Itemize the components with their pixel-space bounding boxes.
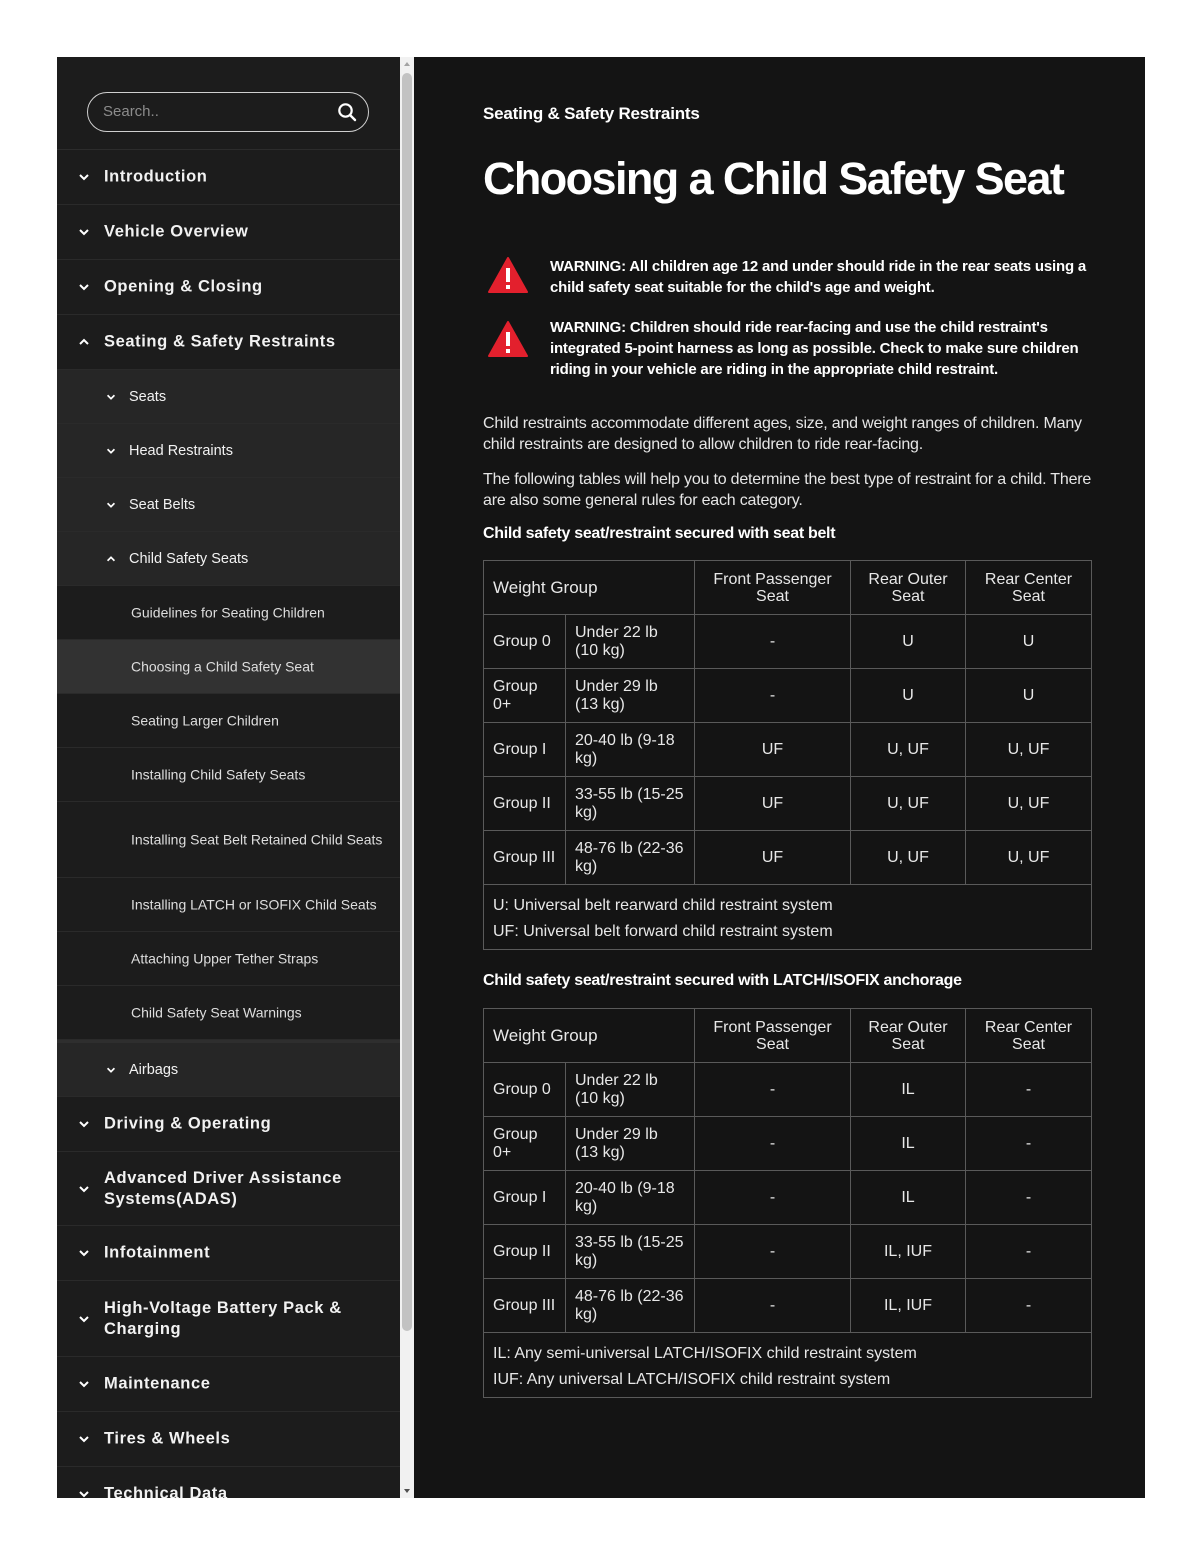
sidebar-item-label: Technical Data [104, 1484, 228, 1498]
sidebar-item-installing-latch[interactable] [57, 878, 400, 932]
sidebar-item-label: Attaching Upper Tether Straps [131, 950, 319, 966]
cell-front: UF [695, 831, 851, 885]
chevron-down-icon [77, 280, 91, 294]
sidebar-item-guidelines[interactable] [57, 586, 400, 640]
cell-front: - [695, 669, 851, 723]
legend-line: IUF: Any universal LATCH/ISOFIX child restraint system [493, 1371, 891, 1388]
table-header-row [484, 561, 1092, 615]
table-row [484, 669, 1092, 723]
search-input[interactable] [103, 93, 323, 130]
table-row [484, 831, 1092, 885]
legend-line: IL: Any semi-universal LATCH/ISOFIX child restraint system [493, 1345, 917, 1362]
sidebar-item-adas[interactable] [57, 1152, 400, 1226]
cell-front: UF [695, 723, 851, 777]
warning-text: WARNING: Children should ride rear-facing and use the child restraint's integrated 5-point harness as long as possible. Check to make sure children riding in your vehicle are riding in the appropriate child restraint. [550, 319, 1079, 378]
cell-front: - [695, 615, 851, 669]
sidebar-item-installing-belt-retained[interactable] [57, 802, 400, 878]
chevron-down-icon [77, 225, 91, 239]
sidebar-item-label: Driving & Operating [104, 1114, 272, 1133]
table-title: Child safety seat/restraint secured with seat belt [483, 525, 836, 542]
sidebar-item-label: Airbags [129, 1061, 179, 1078]
sidebar-item-label: Opening & Closing [104, 277, 263, 296]
sidebar-item-label: Installing Child Safety Seats [131, 766, 306, 782]
table-header-row [484, 1009, 1092, 1063]
warning-text: WARNING: All children age 12 and under should ride in the rear seats using a child safety seat suitable for the child's age and weight. [550, 258, 1087, 296]
chevron-down-icon [105, 445, 117, 457]
sidebar-item-vehicle-overview[interactable] [57, 205, 400, 260]
sidebar-item-label: Seating & Safety Restraints [104, 332, 336, 351]
cell-center: - [966, 1279, 1092, 1333]
header-rear-center: Rear Center Seat [966, 1009, 1092, 1063]
cell-center: - [966, 1225, 1092, 1279]
sidebar-item-battery-charging[interactable] [57, 1281, 400, 1357]
breadcrumb[interactable]: Seating & Safety Restraints [483, 104, 700, 123]
sidebar-item-label: Seats [129, 388, 167, 405]
chevron-up-icon [105, 553, 117, 565]
header-front-passenger: Front Passenger Seat [695, 1009, 851, 1063]
chevron-down-icon [105, 391, 117, 403]
cell-center: U [966, 669, 1092, 723]
sidebar-item-child-seat-warnings[interactable] [57, 986, 400, 1040]
sidebar [57, 57, 400, 1498]
sidebar-item-tires-wheels[interactable] [57, 1412, 400, 1467]
sidebar-item-label: Tires & Wheels [104, 1429, 231, 1448]
table-row [484, 777, 1092, 831]
cell-group: Group III [484, 1279, 566, 1333]
latch-isofix-restraint-table [483, 1008, 1092, 1398]
scroll-up-arrow-icon[interactable] [400, 57, 414, 71]
search-box [87, 92, 369, 132]
cell-weight: Under 29 lb (13 kg) [566, 1117, 695, 1171]
chevron-down-icon [77, 1377, 91, 1391]
cell-center: U, UF [966, 777, 1092, 831]
sidebar-item-seating-larger-children[interactable] [57, 694, 400, 748]
sidebar-item-infotainment[interactable] [57, 1226, 400, 1281]
sidebar-item-label: Maintenance [104, 1374, 211, 1393]
cell-group: Group 0+ [484, 1117, 566, 1171]
paragraph: Child restraints accommodate different ages, size, and weight ranges of children. Many child restraints are designed to allow children to ride rear-facing. [483, 415, 1082, 453]
table-legend-row [484, 885, 1092, 950]
sidebar-item-label: Advanced Driver Assistance Systems(ADAS) [104, 1168, 342, 1208]
table-title: Child safety seat/restraint secured with LATCH/ISOFIX anchorage [483, 972, 962, 989]
chevron-down-icon [105, 1064, 117, 1076]
cell-center: U [966, 615, 1092, 669]
table-legend [484, 1333, 1092, 1398]
cell-outer: U, UF [851, 777, 966, 831]
cell-front: - [695, 1117, 851, 1171]
cell-center: - [966, 1171, 1092, 1225]
sidebar-item-label: Installing LATCH or ISOFIX Child Seats [131, 896, 377, 912]
sidebar-item-maintenance[interactable] [57, 1357, 400, 1412]
sidebar-item-child-safety-seats[interactable] [57, 532, 400, 586]
warning-triangle-icon [487, 320, 529, 358]
cell-outer: U [851, 669, 966, 723]
cell-weight: 33-55 lb (15-25 kg) [566, 1225, 695, 1279]
sidebar-item-label: Vehicle Overview [104, 222, 249, 241]
sidebar-item-label: Head Restraints [129, 442, 233, 459]
cell-center: - [966, 1117, 1092, 1171]
table-row [484, 615, 1092, 669]
sidebar-item-driving-operating[interactable] [57, 1097, 400, 1152]
cell-front: UF [695, 777, 851, 831]
cell-weight: Under 29 lb (13 kg) [566, 669, 695, 723]
chevron-down-icon [77, 170, 91, 184]
sidebar-item-seating-safety[interactable] [57, 315, 400, 370]
cell-center: U, UF [966, 831, 1092, 885]
app-frame [57, 57, 1145, 1498]
header-front-passenger: Front Passenger Seat [695, 561, 851, 615]
cell-outer: IL, IUF [851, 1279, 966, 1333]
cell-front: - [695, 1063, 851, 1117]
sidebar-item-upper-tether[interactable] [57, 932, 400, 986]
sidebar-item-opening-closing[interactable] [57, 260, 400, 315]
chevron-down-icon [77, 1182, 91, 1196]
table-row [484, 1117, 1092, 1171]
sidebar-item-label: High-Voltage Battery Pack & Charging [104, 1298, 342, 1338]
cell-outer: U [851, 615, 966, 669]
cell-weight: 48-76 lb (22-36 kg) [566, 831, 695, 885]
cell-group: Group II [484, 1225, 566, 1279]
page-title: Choosing a Child Safety Seat [483, 153, 1064, 204]
sidebar-item-label: Child Safety Seat Warnings [131, 1004, 302, 1020]
sidebar-item-label: Seating Larger Children [131, 712, 279, 728]
sidebar-item-technical-data[interactable] [57, 1467, 400, 1498]
sidebar-item-head-restraints[interactable] [57, 424, 400, 478]
cell-center: U, UF [966, 723, 1092, 777]
sidebar-item-label: Seat Belts [129, 496, 196, 513]
cell-weight: Under 22 lb (10 kg) [566, 1063, 695, 1117]
cell-weight: 33-55 lb (15-25 kg) [566, 777, 695, 831]
header-weight-group: Weight Group [484, 561, 695, 615]
header-rear-outer: Rear Outer Seat [851, 561, 966, 615]
sidebar-item-label: Choosing a Child Safety Seat [131, 658, 314, 674]
cell-group: Group I [484, 723, 566, 777]
table-row [484, 1279, 1092, 1333]
cell-weight: 20-40 lb (9-18 kg) [566, 723, 695, 777]
table-legend [484, 885, 1092, 950]
sidebar-item-airbags[interactable] [57, 1040, 400, 1097]
scrollbar-thumb[interactable] [402, 73, 412, 1331]
cell-weight: 20-40 lb (9-18 kg) [566, 1171, 695, 1225]
cell-outer: U, UF [851, 831, 966, 885]
cell-outer: IL [851, 1063, 966, 1117]
header-weight-group: Weight Group [484, 1009, 695, 1063]
table-row [484, 1063, 1092, 1117]
chevron-down-icon [105, 499, 117, 511]
cell-outer: IL, IUF [851, 1225, 966, 1279]
sidebar-item-label: Installing Seat Belt Retained Child Seats [131, 831, 383, 847]
sidebar-item-label: Infotainment [104, 1243, 211, 1262]
cell-front: - [695, 1171, 851, 1225]
cell-group: Group 0+ [484, 669, 566, 723]
cell-group: Group I [484, 1171, 566, 1225]
search-icon[interactable] [337, 102, 357, 122]
cell-group: Group III [484, 831, 566, 885]
cell-group: Group 0 [484, 1063, 566, 1117]
cell-center: - [966, 1063, 1092, 1117]
cell-outer: IL [851, 1117, 966, 1171]
table-row [484, 723, 1092, 777]
sidebar-scrollbar[interactable] [400, 57, 414, 1498]
chevron-down-icon [77, 1432, 91, 1446]
header-rear-center: Rear Center Seat [966, 561, 1092, 615]
sidebar-item-label: Child Safety Seats [129, 550, 249, 567]
warning-triangle-icon [487, 256, 529, 294]
sidebar-item-installing-child-seats[interactable] [57, 748, 400, 802]
sidebar-item-label: Guidelines for Seating Children [131, 604, 325, 620]
legend-line: UF: Universal belt forward child restraint system [493, 923, 833, 940]
cell-group: Group II [484, 777, 566, 831]
chevron-up-icon [77, 335, 91, 349]
cell-weight: 48-76 lb (22-36 kg) [566, 1279, 695, 1333]
legend-line: U: Universal belt rearward child restraint system [493, 897, 833, 914]
scroll-down-arrow-icon[interactable] [400, 1484, 414, 1498]
cell-front: - [695, 1279, 851, 1333]
sidebar-item-introduction[interactable] [57, 150, 400, 205]
cell-outer: IL [851, 1171, 966, 1225]
sidebar-item-seat-belts[interactable] [57, 478, 400, 532]
table-row [484, 1171, 1092, 1225]
chevron-down-icon [77, 1487, 91, 1498]
table-legend-row [484, 1333, 1092, 1398]
sidebar-item-seats[interactable] [57, 370, 400, 424]
seat-belt-restraint-table [483, 560, 1092, 950]
cell-weight: Under 22 lb (10 kg) [566, 615, 695, 669]
cell-group: Group 0 [484, 615, 566, 669]
chevron-down-icon [77, 1312, 91, 1326]
cell-outer: U, UF [851, 723, 966, 777]
sidebar-search-area [57, 57, 400, 150]
header-rear-outer: Rear Outer Seat [851, 1009, 966, 1063]
sidebar-item-label: Introduction [104, 167, 208, 186]
chevron-down-icon [77, 1117, 91, 1131]
paragraph: The following tables will help you to determine the best type of restraint for a child. There are also some general rules for each category. [483, 471, 1092, 509]
table-row [484, 1225, 1092, 1279]
cell-front: - [695, 1225, 851, 1279]
chevron-down-icon [77, 1246, 91, 1260]
sidebar-item-choosing-child-seat[interactable] [57, 640, 400, 694]
